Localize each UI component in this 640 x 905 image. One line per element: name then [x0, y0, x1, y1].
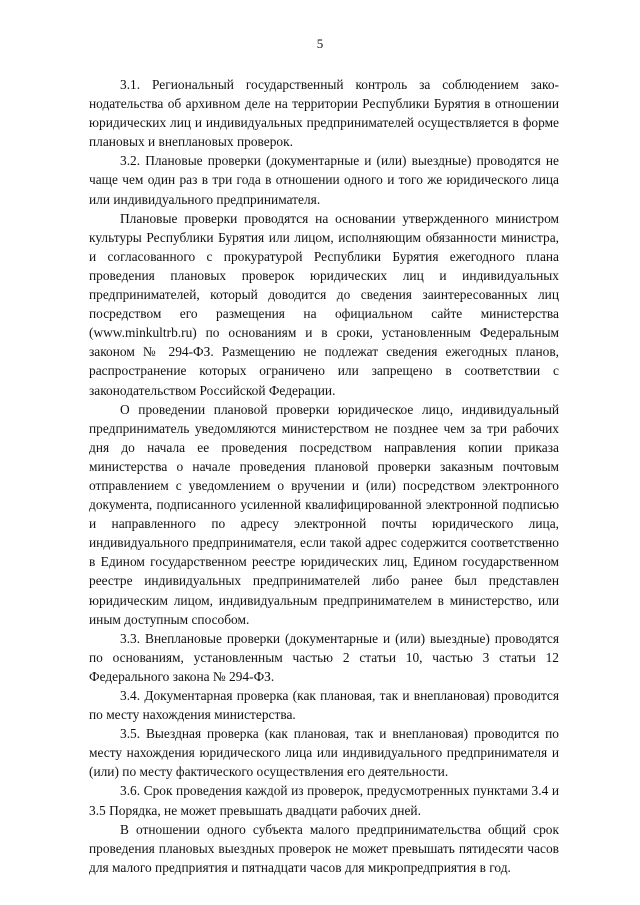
paragraph-3-6: 3.6. Срок проведения каждой из проверок, предусмотренных пунктами 3.4 и 3.5 Порядка, не может превышать двадцати рабочих дней. [89, 783, 559, 818]
paragraph-3-2: 3.2. Плановые проверки (документарные и (или) выездные) проводятся не чаще чем один раз в три года в отношении одного и того же юридического лица или индивидуального предпринимателя. [89, 153, 559, 207]
paragraph-3-4: 3.4. Документарная проверка (как плановая, так и внеплановая) проводится по месту нахождения министерства. [89, 688, 559, 723]
paragraph-3-5: 3.5. Выездная проверка (как плановая, так и внеплановая) проводится по месту нахождения юридического лица или индивидуального предпринимателя и (или) по месту фактического осуществления его деятельности. [89, 726, 559, 780]
page-number: 5 [316, 36, 324, 51]
paragraph-planned-inspections-plan: Плановые проверки проводятся на основании утвержденного министром культуры Республики Бурятия или лицом, исполняющим обязанности министра, и согласованного с прокуратурой Республики Бурятия ежегодного плана проведения плановых проверок юридических лиц и индивидуальных предпринимателей, который доводится до сведения заинтересованных лиц посредством его размещения на официальном сайте министерства (www.minkultrb.ru) по основаниям и в сроки, установленным Федеральным законом № 294-ФЗ. Размещению не подлежат сведения ежегодных планов, распространение которых ограничено или запрещено в соответствии с законодательством Российской Федерации. [89, 210, 559, 398]
document-body [89, 75, 559, 877]
paragraph-inspection-notification: О проведении плановой проверки юридическое лицо, индивидуальный предприниматель уведомляются министерством не позднее чем за три рабочих дня до начала ее проведения посредством направления копии приказа министерства о начале проведения плановой проверки заказным почтовым отправлением с уведомлением о вручении и (или) посредством электронного документа, подписанного усиленной квалифицированной электронной подписью и направленного по адресу электронной почты юридического лица, индивидуального предпринимателя, если такой адрес содержится соответственно в Едином государственном реестре юридических лиц, Едином государственном реестре индивидуальных предпринимателей либо ранее был представлен юридическим лицом, индивидуальным предпринимателем в министерство, или иным доступным способом. [89, 401, 559, 627]
paragraph-small-business-limit: В отношении одного субъекта малого предпринимательства общий срок проведения плановых выездных проверок не может превышать пятидесяти часов для малого предприятия и пятнадцати часов для микропредприятия в год. [89, 821, 559, 875]
paragraph-3-3: 3.3. Внеплановые проверки (документарные и (или) выездные) проводятся по основаниям, установленным частью 2 статьи 10, частью 3 статьи 12 Федерального закона № 294-ФЗ. [89, 630, 559, 684]
paragraph-3-1: 3.1. Региональный государственный контроль за соблюдением законодательства об архивном деле на территории Республики Бурятия в отношении юридических лиц и индивидуальных предпринимателей осуществляется в форме плановых и внеплановых проверок. [89, 77, 559, 150]
